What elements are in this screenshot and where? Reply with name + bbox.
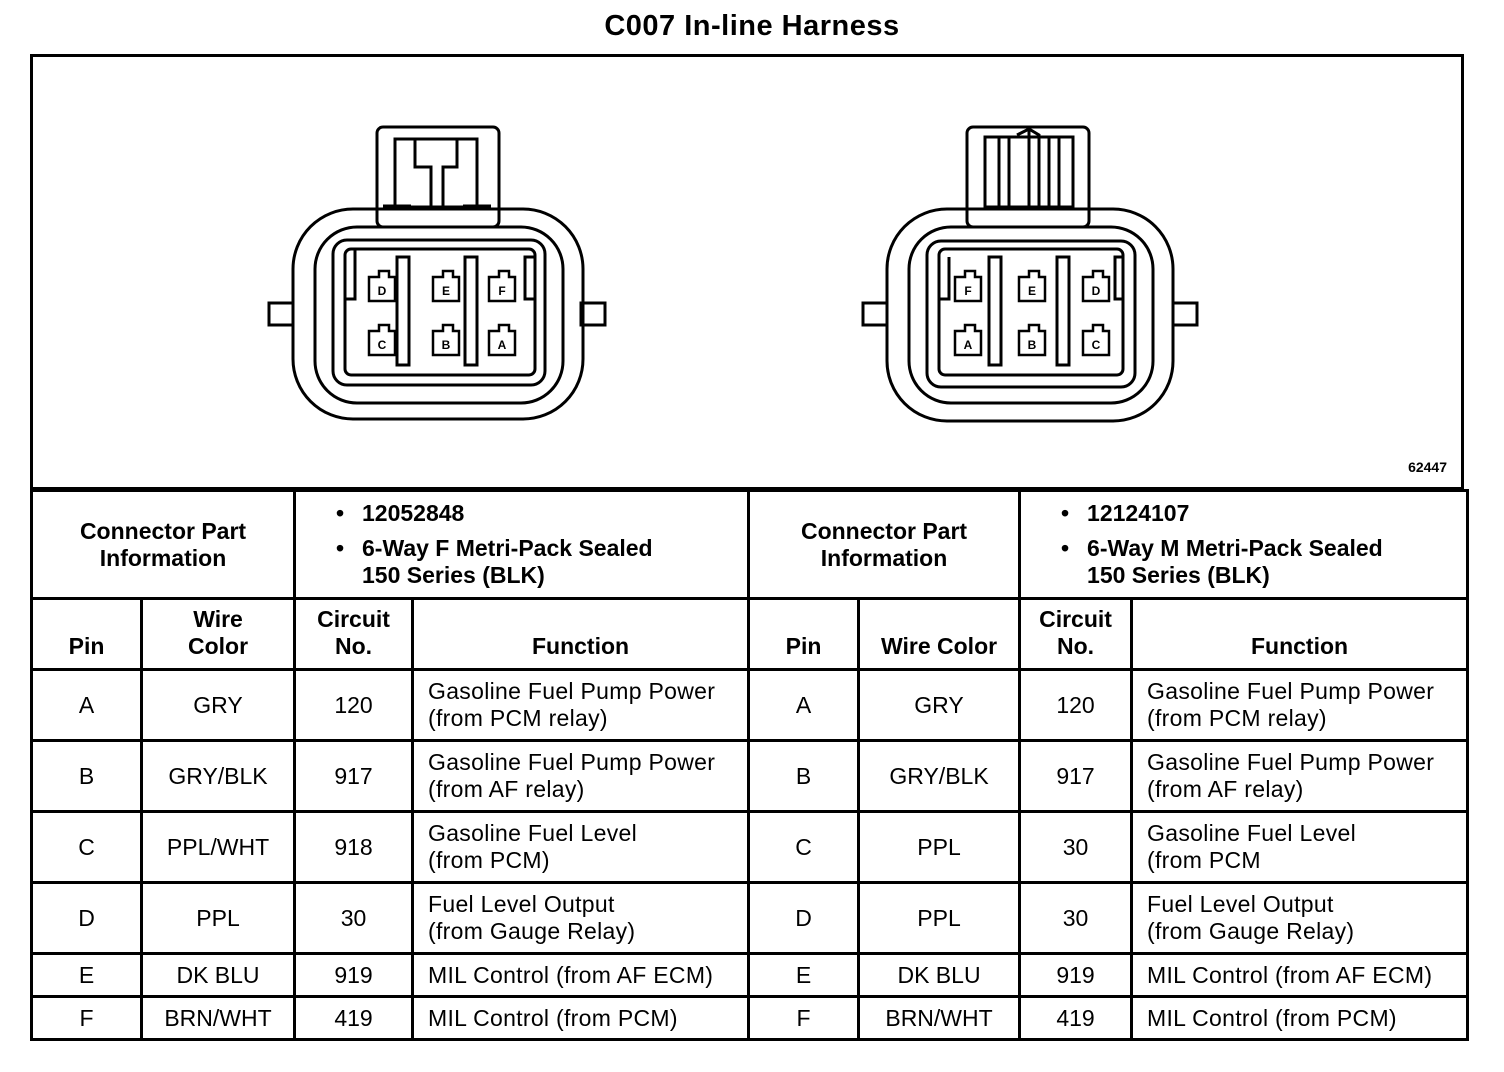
pin-cell: D [749, 883, 859, 954]
header-circuit-left: Circuit No. [295, 599, 413, 670]
circuit-cell: 30 [295, 883, 413, 954]
function-cell: MIL Control (from AF ECM) [1132, 954, 1468, 997]
right-pin-label-top-2: E [1027, 284, 1037, 298]
left-pin-label-top-3: F [498, 284, 506, 298]
wire-color-cell: BRN/WHT [859, 997, 1020, 1040]
left-part-number: • 12052848 [336, 500, 465, 526]
pinout-table [30, 489, 1469, 1041]
function-cell: Gasoline Fuel Level (from PCM [1132, 812, 1468, 883]
left-connector-drawing [269, 127, 605, 419]
circuit-cell: 120 [1020, 670, 1132, 741]
right-pin-label-bottom-1: A [963, 338, 973, 352]
function-cell: MIL Control (from PCM) [1132, 997, 1468, 1040]
left-pin-label-bottom-2: B [441, 338, 451, 352]
header-function-right: Function [1132, 599, 1468, 670]
pin-cell: C [749, 812, 859, 883]
circuit-cell: 30 [1020, 883, 1132, 954]
table-row [32, 670, 1468, 741]
left-pin-label-top-2: E [441, 284, 451, 298]
circuit-cell: 918 [295, 812, 413, 883]
header-row [32, 599, 1468, 670]
left-pin-label-bottom-3: A [497, 338, 507, 352]
wire-color-cell: PPL [142, 883, 295, 954]
right-part-number: • 12124107 [1061, 500, 1190, 526]
pin-cell: E [32, 954, 142, 997]
function-cell: Fuel Level Output (from Gauge Relay) [413, 883, 749, 954]
wire-color-cell: GRY [859, 670, 1020, 741]
pin-cell: A [32, 670, 142, 741]
wire-color-cell: GRY/BLK [859, 741, 1020, 812]
page-title: C007 In-line Harness [604, 10, 900, 42]
wire-color-cell: GRY [142, 670, 295, 741]
left-description: • 6-Way F Metri-Pack Sealed 150 Series (BLK) [336, 535, 653, 588]
pin-cell: F [32, 997, 142, 1040]
right-description: • 6-Way M Metri-Pack Sealed 150 Series (BLK) [1061, 535, 1383, 588]
function-cell: Gasoline Fuel Pump Power (from PCM relay) [413, 670, 749, 741]
right-info-label: Connector Part Information [749, 491, 1020, 599]
right-pin-label-top-3: D [1091, 284, 1101, 298]
right-connector-info [1020, 491, 1468, 599]
function-cell: Gasoline Fuel Pump Power (from AF relay) [413, 741, 749, 812]
circuit-cell: 419 [295, 997, 413, 1040]
connector-diagram [33, 57, 1461, 487]
circuit-cell: 917 [295, 741, 413, 812]
function-cell: Gasoline Fuel Level (from PCM) [413, 812, 749, 883]
pin-cell: A [749, 670, 859, 741]
header-pin-right: Pin [749, 599, 859, 670]
left-info-label: Connector Part Information [32, 491, 295, 599]
function-cell: Fuel Level Output (from Gauge Relay) [1132, 883, 1468, 954]
header-wire-color-right: Wire Color [859, 599, 1020, 670]
wire-color-cell: PPL [859, 883, 1020, 954]
wire-color-cell: BRN/WHT [142, 997, 295, 1040]
pin-cell: E [749, 954, 859, 997]
pin-cell: C [32, 812, 142, 883]
pin-cell: F [749, 997, 859, 1040]
circuit-cell: 419 [1020, 997, 1132, 1040]
circuit-cell: 919 [1020, 954, 1132, 997]
left-pin-label-top-1: D [377, 284, 387, 298]
header-wire-color-left: Wire Color [142, 599, 295, 670]
table-row [32, 997, 1468, 1040]
wire-color-cell: PPL [859, 812, 1020, 883]
function-cell: MIL Control (from AF ECM) [413, 954, 749, 997]
function-cell: Gasoline Fuel Pump Power (from AF relay) [1132, 741, 1468, 812]
table-row [32, 883, 1468, 954]
right-pin-label-bottom-2: B [1027, 338, 1037, 352]
header-circuit-right: Circuit No. [1020, 599, 1132, 670]
wire-color-cell: GRY/BLK [142, 741, 295, 812]
table-row [32, 741, 1468, 812]
circuit-cell: 917 [1020, 741, 1132, 812]
circuit-cell: 30 [1020, 812, 1132, 883]
connector-info-row [32, 491, 1468, 599]
wire-color-cell: DK BLU [859, 954, 1020, 997]
circuit-cell: 919 [295, 954, 413, 997]
left-pin-label-bottom-1: C [377, 338, 387, 352]
table-row [32, 954, 1468, 997]
circuit-cell: 120 [295, 670, 413, 741]
right-pin-label-bottom-3: C [1091, 338, 1101, 352]
figure-number: 62447 [1408, 459, 1447, 475]
wire-color-cell: PPL/WHT [142, 812, 295, 883]
connector-diagram-panel [30, 54, 1464, 490]
pin-cell: B [32, 741, 142, 812]
wire-color-cell: DK BLU [142, 954, 295, 997]
pin-cell: B [749, 741, 859, 812]
table-row [32, 812, 1468, 883]
right-pin-label-top-1: F [964, 284, 972, 298]
header-pin-left: Pin [32, 599, 142, 670]
function-cell: Gasoline Fuel Pump Power (from PCM relay) [1132, 670, 1468, 741]
header-function-left: Function [413, 599, 749, 670]
function-cell: MIL Control (from PCM) [413, 997, 749, 1040]
pin-cell: D [32, 883, 142, 954]
left-connector-info [295, 491, 749, 599]
